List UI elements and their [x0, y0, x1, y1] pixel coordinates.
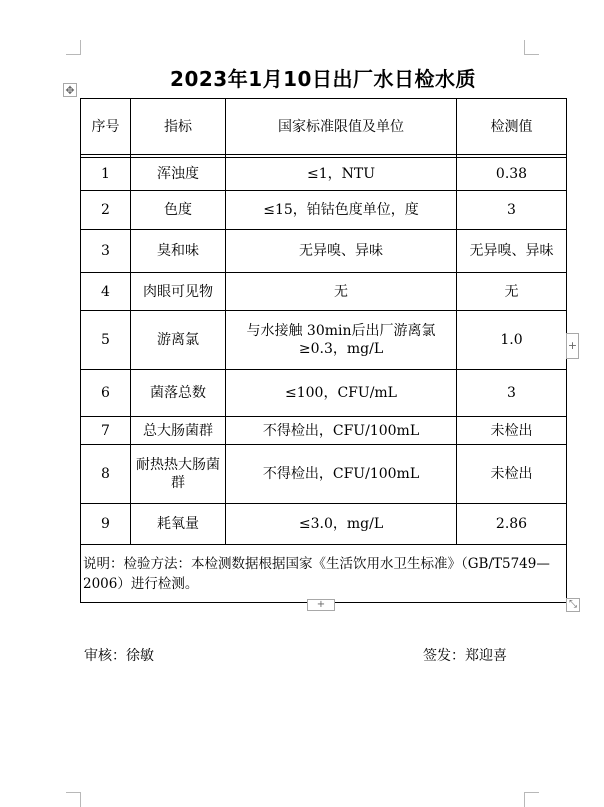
- reviewer-signature: 审核：徐敏: [84, 648, 154, 664]
- table-row: [81, 191, 567, 230]
- row-no[interactable]: 8: [81, 445, 131, 504]
- row-indicator[interactable]: 菌落总数: [131, 370, 226, 417]
- row-value[interactable]: 无: [457, 273, 567, 311]
- row-indicator[interactable]: 耗氧量: [131, 504, 226, 545]
- table-row: [81, 158, 567, 191]
- row-indicator[interactable]: 臭和味: [131, 230, 226, 273]
- row-standard[interactable]: 与水接触 30min后出厂游离氯≥0.3，mg/L: [226, 311, 457, 370]
- row-value[interactable]: 3: [457, 370, 567, 417]
- row-no[interactable]: 9: [81, 504, 131, 545]
- row-indicator[interactable]: 浑浊度: [131, 158, 226, 191]
- row-value[interactable]: 2.86: [457, 504, 567, 545]
- row-value[interactable]: 无异嗅、异味: [457, 230, 567, 273]
- table-row: [81, 445, 567, 504]
- header-standard: 国家标准限值及单位: [226, 99, 457, 155]
- table-move-handle-icon[interactable]: ✥: [63, 83, 77, 97]
- issuer-signature: 签发：郑迎喜: [423, 648, 507, 664]
- row-no[interactable]: 6: [81, 370, 131, 417]
- row-no[interactable]: 7: [81, 417, 131, 445]
- table-note-row: [81, 545, 567, 603]
- table-row: [81, 273, 567, 311]
- row-standard[interactable]: 不得检出，CFU/100mL: [226, 417, 457, 445]
- row-no[interactable]: 2: [81, 191, 131, 230]
- row-no[interactable]: 3: [81, 230, 131, 273]
- row-standard[interactable]: ≤15，铂钴色度单位，度: [226, 191, 457, 230]
- header-indicator: 指标: [131, 99, 226, 155]
- row-no[interactable]: 1: [81, 158, 131, 191]
- row-indicator[interactable]: 游离氯: [131, 311, 226, 370]
- document-title: 2023年1月10日出厂水日检水质: [170, 67, 476, 91]
- table-resize-icon[interactable]: ⤡: [566, 598, 580, 612]
- row-standard[interactable]: ≤100，CFU/mL: [226, 370, 457, 417]
- row-standard[interactable]: ≤3.0，mg/L: [226, 504, 457, 545]
- add-column-plus-icon[interactable]: +: [566, 333, 579, 359]
- row-no[interactable]: 5: [81, 311, 131, 370]
- table-row: [81, 230, 567, 273]
- row-value[interactable]: 1.0: [457, 311, 567, 370]
- page-corner-top-right: [524, 40, 539, 55]
- row-standard[interactable]: ≤1，NTU: [226, 158, 457, 191]
- row-value[interactable]: 未检出: [457, 445, 567, 504]
- row-indicator[interactable]: 耐热热大肠菌群: [131, 445, 226, 504]
- row-standard[interactable]: 无: [226, 273, 457, 311]
- row-value[interactable]: 未检出: [457, 417, 567, 445]
- row-standard[interactable]: 无异嗅、异味: [226, 230, 457, 273]
- header-no: 序号: [81, 99, 131, 155]
- row-indicator[interactable]: 总大肠菌群: [131, 417, 226, 445]
- row-indicator[interactable]: 色度: [131, 191, 226, 230]
- add-row-plus-icon[interactable]: +: [307, 599, 335, 611]
- table-header-row: [81, 99, 567, 155]
- page-corner-bottom-right: [524, 792, 539, 807]
- row-value[interactable]: 0.38: [457, 158, 567, 191]
- table-row: [81, 504, 567, 545]
- row-no[interactable]: 4: [81, 273, 131, 311]
- row-value[interactable]: 3: [457, 191, 567, 230]
- header-value: 检测值: [457, 99, 567, 155]
- row-indicator[interactable]: 肉眼可见物: [131, 273, 226, 311]
- table-row: [81, 417, 567, 445]
- table-row: [81, 370, 567, 417]
- water-quality-table: [80, 98, 567, 603]
- page-corner-bottom-left: [66, 792, 81, 807]
- table-note[interactable]: 说明：检验方法：本检测数据根据国家《生活饮用水卫生标准》（GB/T5749—2006）进行检测。: [81, 545, 567, 603]
- row-standard[interactable]: 不得检出，CFU/100mL: [226, 445, 457, 504]
- page-corner-top-left: [66, 40, 81, 55]
- table-row: [81, 311, 567, 370]
